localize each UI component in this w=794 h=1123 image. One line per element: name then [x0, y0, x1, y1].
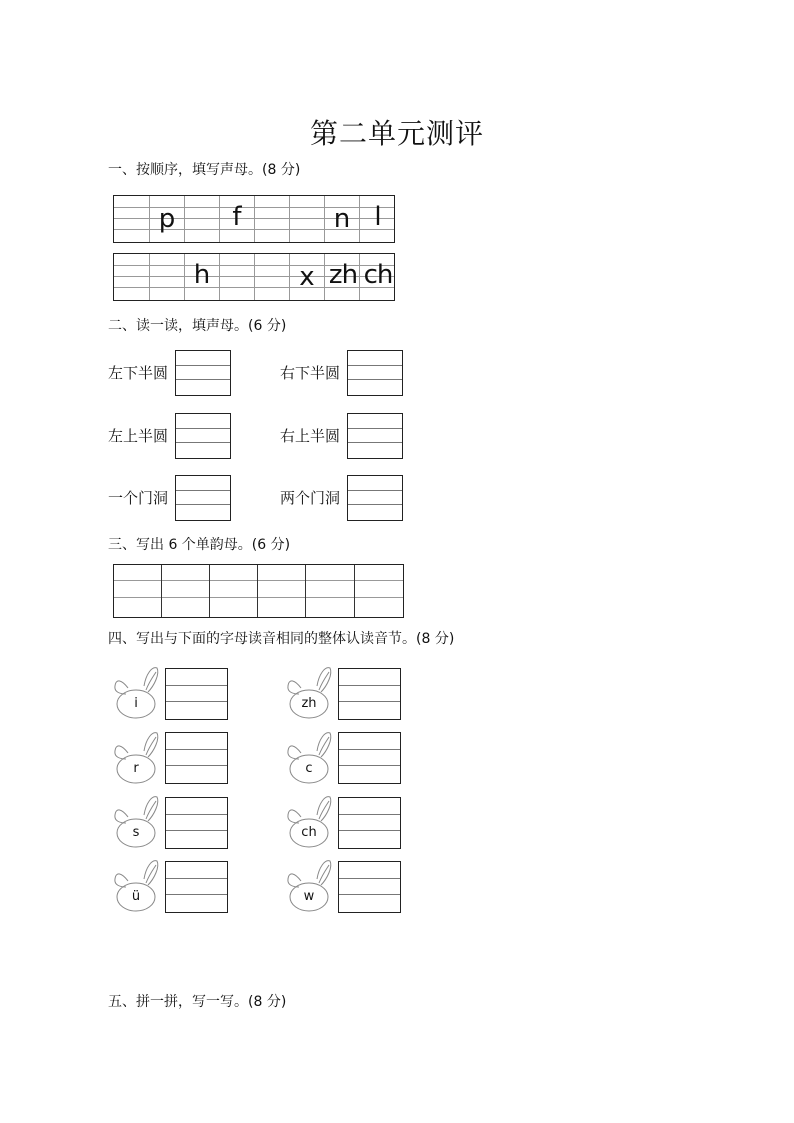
answer-box[interactable]	[165, 732, 228, 784]
letter-label: s	[132, 825, 140, 840]
answer-box[interactable]	[165, 861, 228, 913]
section-1-heading: 一、按顺序，填写声母。(8 分)	[108, 162, 301, 178]
grid-letter: h	[193, 260, 211, 290]
vowel-writing-grid[interactable]	[113, 564, 404, 618]
letter-label: zh	[301, 696, 317, 711]
shape-description: 左上半圆	[108, 427, 169, 445]
answer-box[interactable]	[338, 668, 401, 720]
letter-label: ü	[131, 889, 141, 904]
answer-box[interactable]	[338, 861, 401, 913]
bunny-icon	[110, 729, 162, 787]
answer-box[interactable]	[175, 350, 231, 396]
answer-box[interactable]	[347, 350, 403, 396]
letter-label: ch	[301, 825, 317, 840]
grid-letter: x	[299, 262, 315, 292]
shape-description: 右下半圆	[280, 364, 341, 382]
shape-description: 一个门洞	[108, 489, 169, 507]
bunny-icon	[283, 857, 335, 915]
bunny-icon	[283, 664, 335, 722]
shape-description: 右上半圆	[280, 427, 341, 445]
section-5-heading: 五、拼一拼，写一写。(8 分)	[108, 994, 287, 1010]
grid-letter: zh	[328, 260, 358, 290]
answer-box[interactable]	[175, 475, 231, 521]
answer-box[interactable]	[165, 797, 228, 849]
letter-label: c	[305, 761, 313, 776]
shape-description: 左下半圆	[108, 364, 169, 382]
bunny-icon	[110, 857, 162, 915]
bunny-icon	[110, 793, 162, 851]
four-line-grid-row-1	[113, 195, 395, 243]
answer-box[interactable]	[347, 475, 403, 521]
grid-letter: p	[158, 204, 176, 234]
four-line-grid-row-2	[113, 253, 395, 301]
answer-box[interactable]	[338, 732, 401, 784]
letter-label: r	[133, 761, 139, 776]
bunny-icon	[283, 793, 335, 851]
section-3-heading: 三、写出 6 个单韵母。(6 分)	[108, 537, 291, 553]
answer-box[interactable]	[338, 797, 401, 849]
letter-label: i	[134, 696, 138, 711]
letter-label: w	[303, 889, 315, 904]
answer-box[interactable]	[175, 413, 231, 459]
answer-box[interactable]	[165, 668, 228, 720]
shape-description: 两个门洞	[280, 489, 341, 507]
section-2-heading: 二、读一读，填声母。(6 分)	[108, 318, 287, 334]
grid-letter: f	[232, 202, 242, 232]
bunny-icon	[110, 664, 162, 722]
grid-letter: l	[374, 202, 382, 232]
grid-letter: n	[333, 204, 351, 234]
page-title: 第二单元测评	[309, 117, 484, 150]
grid-letter: ch	[363, 260, 393, 290]
answer-box[interactable]	[347, 413, 403, 459]
section-4-heading: 四、写出与下面的字母读音相同的整体认读音节。(8 分)	[108, 631, 455, 647]
bunny-icon	[283, 729, 335, 787]
